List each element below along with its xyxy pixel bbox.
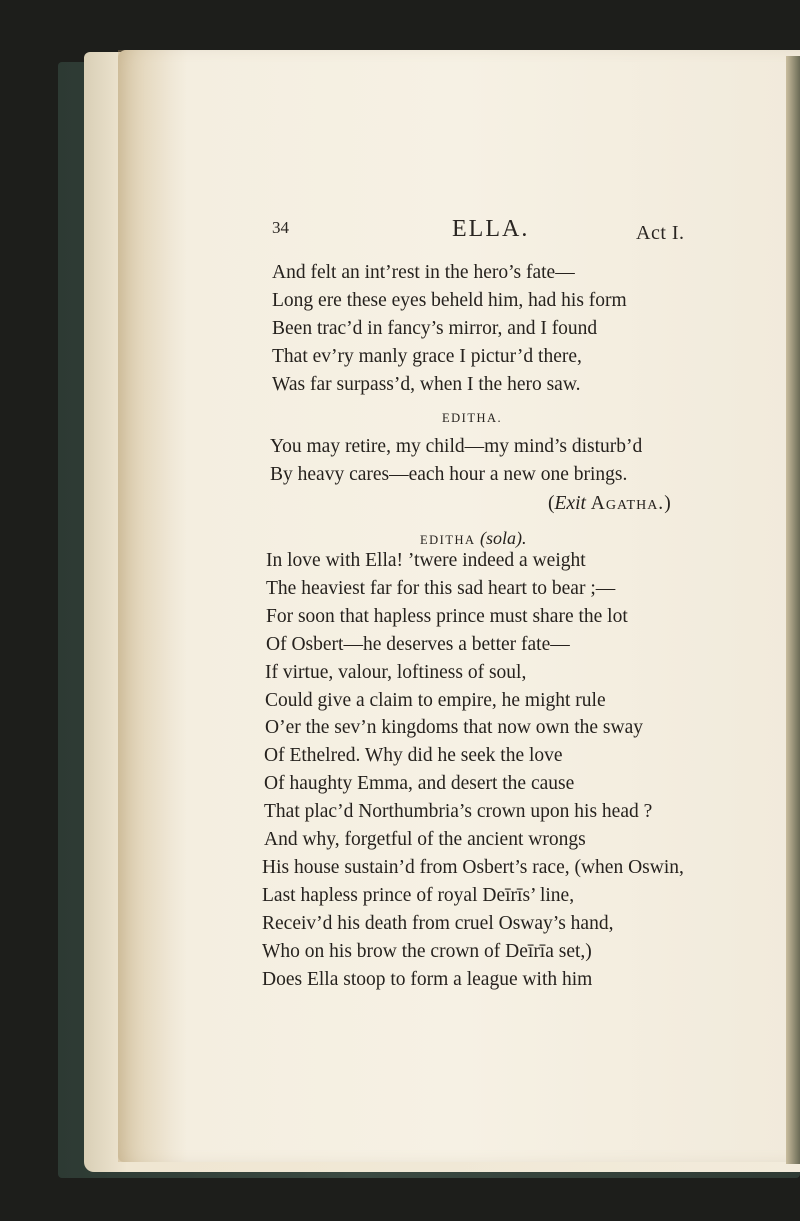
verse-line: Could give a claim to empire, he might rule: [265, 690, 606, 711]
running-title: ELLA.: [452, 216, 530, 242]
verse-line: In love with Ella! ’twere indeed a weight: [266, 550, 586, 571]
stage-direction-close: ): [664, 493, 671, 514]
stage-direction-name: Agatha.: [590, 493, 665, 514]
verse-line: Long ere these eyes beheld him, had his form: [272, 290, 627, 311]
act-label: Act I.: [636, 222, 685, 244]
verse-line: O’er the sev’n kingdoms that now own the sway: [265, 717, 644, 738]
stage-direction-open: (: [548, 493, 555, 514]
verse-line: That plac’d Northumbria’s crown upon his head ?: [264, 801, 653, 822]
verse-line: Of haughty Emma, and desert the cause: [264, 773, 575, 794]
speaker-name: EDITHA: [420, 533, 476, 547]
speaker-sola: sola: [486, 528, 517, 548]
stage-direction-exit: Exit: [554, 493, 586, 514]
facing-page-edge: [786, 56, 800, 1164]
verse-line: And felt an int’rest in the hero’s fate—: [272, 262, 575, 283]
verse-line: Who on his brow the crown of Deīrīa set,): [262, 941, 592, 962]
verse-line: If virtue, valour, loftiness of soul,: [265, 662, 527, 683]
verse-line: For soon that hapless prince must share the lot: [266, 606, 628, 627]
speaker-close: ).: [516, 528, 527, 548]
verse-line: Of Osbert—he deserves a better fate—: [266, 634, 570, 655]
speaker-open: (: [475, 528, 487, 548]
speaker-heading: [420, 528, 527, 549]
page-number: 34: [272, 218, 289, 237]
stage-direction: [548, 493, 671, 515]
verse-line: Of Ethelred. Why did he seek the love: [264, 745, 563, 766]
verse-line: By heavy cares—each hour a new one brings.: [270, 464, 628, 485]
verse-line: Been trac’d in fancy’s mirror, and I found: [272, 318, 598, 339]
speaker-name: EDITHA.: [442, 411, 503, 425]
verse-line: The heaviest far for this sad heart to bear ;—: [266, 578, 616, 599]
verse-line: Last hapless prince of royal Deīrīs’ line,: [262, 885, 575, 906]
verse-line: Does Ella stoop to form a league with him: [262, 969, 593, 990]
verse-line: You may retire, my child—my mind’s disturb’d: [270, 436, 643, 457]
verse-line: Receiv’d his death from cruel Osway’s hand,: [262, 913, 614, 934]
verse-line: Was far surpass’d, when I the hero saw.: [272, 374, 581, 395]
verse-line: That ev’ry manly grace I pictur’d there,: [272, 346, 582, 367]
page-stain: [118, 50, 188, 1162]
verse-line: And why, forgetful of the ancient wrongs: [264, 829, 586, 850]
verse-line: His house sustain’d from Osbert’s race, (when Oswin,: [262, 857, 684, 878]
